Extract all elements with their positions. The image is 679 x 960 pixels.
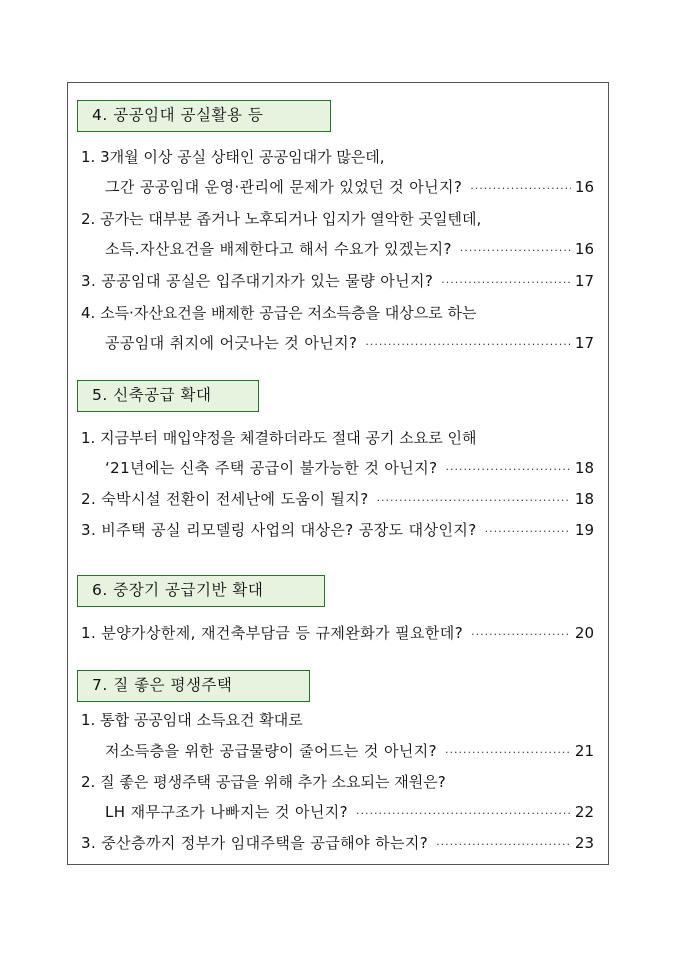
leader-dots bbox=[460, 241, 571, 261]
page-number: 20 bbox=[574, 624, 594, 642]
toc-entry-text: 3. 공공임대 공실은 입주대기자가 있는 물량 아닌지? bbox=[81, 272, 434, 290]
toc-entry[interactable] bbox=[81, 833, 594, 855]
section-heading-7: 7. 질 좋은 평생주택 bbox=[77, 670, 310, 702]
toc-entry[interactable] bbox=[81, 271, 594, 293]
section-heading-5: 5. 신축공급 확대 bbox=[77, 380, 259, 412]
toc-entry[interactable] bbox=[81, 623, 594, 645]
toc-entry[interactable] bbox=[81, 520, 594, 542]
toc-entry-text: 3. 비주택 공실 리모델링 사업의 대상은? 공장도 대상인지? bbox=[81, 521, 477, 539]
section-heading-6: 6. 중장기 공급기반 확대 bbox=[77, 575, 325, 607]
toc-line: 2. 공가는 대부분 좁거나 노후되거나 입지가 열악한 곳일텐데, bbox=[81, 210, 482, 228]
leader-dots bbox=[377, 491, 571, 511]
page-number: 16 bbox=[574, 178, 594, 196]
toc-entry-text: 3. 중산층까지 정부가 임대주택을 공급해야 하는지? bbox=[81, 834, 429, 852]
leader-dots bbox=[471, 625, 571, 645]
page-number: 16 bbox=[574, 240, 594, 258]
toc-entry-text: 소득.자산요건을 배제한다고 해서 수요가 있겠는지? bbox=[105, 240, 452, 258]
toc-entry[interactable] bbox=[105, 333, 594, 355]
toc-line: 1. 3개월 이상 공실 상태인 공공임대가 많은데, bbox=[81, 148, 385, 166]
section-heading-4: 4. 공공임대 공실활용 등 bbox=[77, 100, 331, 132]
toc-entry-text: 그간 공공임대 운영·관리에 문제가 있었던 것 아닌지? bbox=[105, 178, 463, 196]
page-number: 21 bbox=[574, 742, 594, 760]
toc-entry[interactable] bbox=[105, 741, 594, 763]
leader-dots bbox=[436, 835, 571, 855]
toc-entry[interactable] bbox=[105, 458, 594, 480]
page-number: 17 bbox=[574, 334, 594, 352]
page-number: 19 bbox=[574, 521, 594, 539]
page-number: 18 bbox=[574, 490, 594, 508]
leader-dots bbox=[445, 743, 571, 763]
toc-entry-text: 2. 숙박시설 전환이 전세난에 도움이 될지? bbox=[81, 490, 369, 508]
toc-line: 1. 통합 공공임대 소득요건 확대로 bbox=[81, 711, 303, 729]
leader-dots bbox=[365, 335, 571, 355]
toc-line: 1. 지금부터 매입약정을 체결하더라도 절대 공기 소요로 인해 bbox=[81, 429, 477, 447]
page-number: 18 bbox=[574, 459, 594, 477]
toc-entry-text: 1. 분양가상한제, 재건축부담금 등 규제완화가 필요한데? bbox=[81, 624, 464, 642]
leader-dots bbox=[445, 460, 570, 480]
leader-dots bbox=[485, 522, 571, 542]
toc-line: 2. 질 좋은 평생주택 공급을 위해 추가 소요되는 재원은? bbox=[81, 773, 446, 791]
toc-entry[interactable] bbox=[105, 239, 594, 261]
toc-entry-text: ‘21년에는 신축 주택 공급이 불가능한 것 아닌지? bbox=[105, 459, 438, 477]
leader-dots bbox=[356, 804, 571, 824]
toc-line: 4. 소득·자산요건을 배제한 공급은 저소득층을 대상으로 하는 bbox=[81, 304, 477, 322]
toc-entry-text: LH 재무구조가 나빠지는 것 아닌지? bbox=[105, 803, 349, 821]
toc-frame bbox=[67, 82, 609, 865]
toc-entry[interactable] bbox=[81, 489, 594, 511]
leader-dots bbox=[441, 273, 571, 293]
leader-dots bbox=[470, 179, 571, 199]
page-number: 23 bbox=[574, 834, 594, 852]
toc-entry-text: 공공임대 취지에 어긋나는 것 아닌지? bbox=[105, 334, 358, 352]
page-number: 22 bbox=[574, 803, 594, 821]
toc-entry[interactable] bbox=[105, 177, 594, 199]
toc-entry[interactable] bbox=[105, 802, 594, 824]
toc-entry-text: 저소득층을 위한 공급물량이 줄어드는 것 아닌지? bbox=[105, 742, 438, 760]
page-number: 17 bbox=[574, 272, 594, 290]
